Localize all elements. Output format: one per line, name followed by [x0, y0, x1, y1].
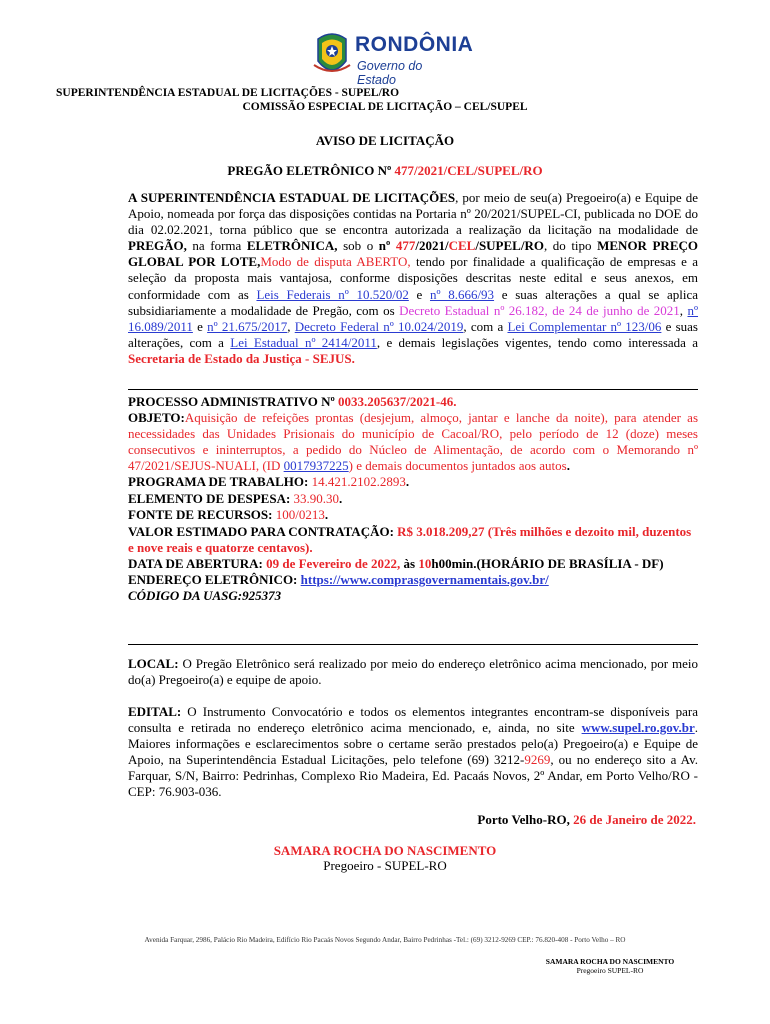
divider-bottom	[128, 644, 698, 645]
process-block	[128, 394, 698, 604]
link-16089[interactable]: nº 16.089/2011	[128, 302, 699, 334]
elemento-despesa: ELEMENTO DE DESPESA: 33.90.30.	[128, 490, 343, 506]
programa-trabalho: PROGRAMA DE TRABALHO: 14.421.2102.2893.	[128, 474, 410, 490]
header-agency: SUPERINTENDÊNCIA ESTADUAL DE LICITAÇÕES - SUPEL/RO	[56, 87, 400, 99]
link-21675[interactable]: nº 21.675/2017	[207, 318, 288, 334]
signatory-role: Pregoeiro - SUPEL-RO	[323, 858, 447, 873]
footer-signatory-role: Pregoeiro SUPEL-RO	[576, 966, 644, 975]
link-document-id[interactable]: 0017937225	[283, 458, 349, 474]
notice-title: AVISO DE LICITAÇÃO	[315, 133, 455, 148]
endereco-eletronico: ENDEREÇO ELETRÔNICO: https://www.comprasgovernamentais.gov.br/	[128, 572, 549, 588]
link-leis-federais[interactable]: Leis Federais nº 10.520/02	[256, 286, 409, 302]
link-compras-governamentais[interactable]: https://www.comprasgovernamentais.gov.br/	[300, 572, 549, 588]
link-decreto-federal[interactable]: Decreto Federal nº 10.024/2019	[294, 318, 464, 334]
logo-tagline: Governo do Estado	[357, 59, 423, 87]
signatory-name: SAMARA ROCHA DO NASCIMENTO	[273, 843, 497, 858]
fonte-recursos: FONTE DE RECURSOS: 100/0213.	[128, 506, 329, 522]
local-paragraph: LOCAL: O Pregão Eletrônico será realizado por meio do endereço eletrônico acima mencionado, por meio do(a) Pregoeiro(a) e equipe de apoio.	[128, 656, 698, 688]
footer-address: Avenida Farquar, 2986, Palácio Rio Madeira, Edifício Rio Pacaás Novos Segundo Andar, Bairro Pedrinhas -Tel.: (69) 3212-9269 CEP.: 76.820-408 - Porto Velho – RO	[144, 936, 626, 944]
date-line: Porto Velho-RO, 26 de Janeiro de 2022.	[477, 812, 696, 827]
footer-signatory-name: SAMARA ROCHA DO NASCIMENTO	[545, 957, 675, 966]
link-lei-complementar[interactable]: Lei Complementar nº 123/06	[507, 318, 662, 334]
objeto: OBJETO:Aquisição de refeições prontas (desjejum, almoço, jantar e lanche da noite), para atender as necessidades das Unidades Prisionais do município de Cacoal/RO, pelo período de 12 (doze) meses consecutivos e ininterruptos, a pedido do Núcleo de Alimentação, de acordo com o Memorando nº 47/2021/SEJUS-NUALI, (ID 0017937225) e demais documentos juntados aos autos.	[128, 410, 698, 474]
data-abertura: DATA DE ABERTURA: 09 de Fevereiro de 2022, às 10h00min.(HORÁRIO DE BRASÍLIA - DF)	[128, 555, 664, 571]
header-commission: COMISSÃO ESPECIAL DE LICITAÇÃO – CEL/SUPEL	[242, 101, 528, 113]
link-lei-8666[interactable]: nº 8.666/93	[429, 286, 495, 302]
logo-brand: RONDÔNIA	[355, 33, 474, 56]
notice-subtitle: PREGÃO ELETRÔNICO Nº 477/2021/CEL/SUPEL/RO	[227, 163, 543, 178]
intro-paragraph: A SUPERINTENDÊNCIA ESTADUAL DE LICITAÇÕES, por meio de seu(a) Pregoeiro(a) e Equipe de Apoio, nomeada por força das disposições contidas na Portaria nº 20/2021/SUPEL-CI, publicada no DOE do dia 02.02.2021, torna público que se encontra autorizada a realização da licitação na modalidade de PREGÃO, na forma ELETRÔNICA, sob o nº 477/2021/CEL/SUPEL/RO, do tipo MENOR PREÇO GLOBAL POR LOTE,Modo de disputa ABERTO, tendo por finalidade a qualificação de empresas e a seleção da proposta mais vantajosa, conforme disposições descritas neste edital e seus anexos, em conformidade com as Leis Federais nº 10.520/02 e nº 8.666/93 e suas alterações a qual se aplica subsidiariamente a modalidade de Pregão, com os Decreto Estadual nº 26.182, de 24 de junho de 2021, nº 16.089/2011 e nº 21.675/2017, Decreto Federal nº 10.024/2019, com a Lei Complementar nº 123/06 e suas alterações, com a Lei Estadual nº 2414/2011, e demais legislações vigentes, tendo como interessada a Secretaria de Estado da Justiça - SEJUS.	[128, 190, 699, 366]
process-number: PROCESSO ADMINISTRATIVO Nº 0033.205637/2021-46.	[128, 394, 457, 409]
coat-of-arms-icon	[312, 31, 352, 81]
edital-paragraph: EDITAL: O Instrumento Convocatório e todos os elementos integrantes encontram-se disponíveis para consulta e retirada no endereço eletrônico acima mencionado, e, ainda, no site www.supel.ro.gov.br. Maiores informações e esclarecimentos sobre o certame serão prestados pelo(a) Pregoeiro(a) e Equipe de Apoio, na Superintendência Estadual Licitações, pelo telefone (69) 3212-9269, ou no endereço sito a Av. Farquar, S/N, Bairro: Pedrinhas, Complexo Rio Madeira, Ed. Pacaás Novos, 2º Andar, em Porto Velho/RO - CEP: 76.903-036.	[128, 704, 698, 800]
codigo-uasg: CÓDIGO DA UASG:925373	[128, 588, 282, 604]
divider-top	[128, 389, 698, 390]
state-logo	[312, 31, 474, 87]
link-supel-site[interactable]: www.supel.ro.gov.br	[581, 720, 695, 736]
link-lei-estadual[interactable]: Lei Estadual nº 2414/2011	[230, 334, 377, 350]
valor-estimado: VALOR ESTIMADO PARA CONTRATAÇÃO: R$ 3.018.209,27 (Três milhões e dezoito mil, duzentos e nove reais e quatorze centavos).	[128, 523, 692, 555]
